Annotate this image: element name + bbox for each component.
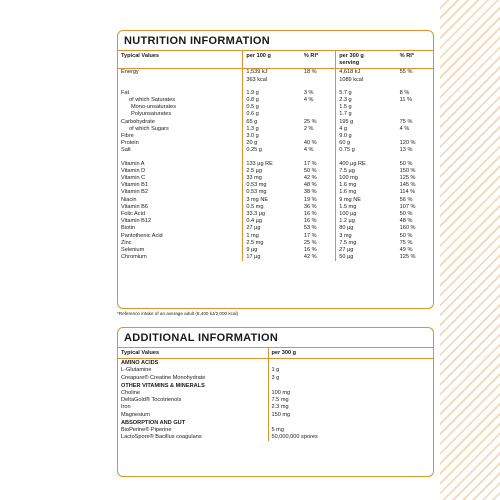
ingredient-row: [118, 397, 433, 404]
ingredient-row: [118, 404, 433, 411]
ri-per-serving: [397, 111, 433, 118]
ri-per-100g: 42 %: [303, 254, 317, 261]
value-per-serving: 400 µg RE: [336, 161, 397, 168]
ri-per-serving: 13 %: [399, 147, 413, 154]
ri-per-serving: 125 %: [399, 175, 416, 182]
ingredient-row: [118, 412, 433, 419]
value-per-serving: 1089 kcal: [336, 77, 397, 84]
nutrient-row: [118, 240, 433, 247]
additional-title: ADDITIONAL INFORMATION: [118, 328, 433, 348]
header-per-300g: per 300 g: [339, 53, 364, 59]
ri-per-serving: [397, 77, 433, 84]
ri-per-100g: 25 %: [303, 118, 317, 125]
ri-per-100g: 48 %: [303, 182, 317, 189]
nutrient-row: [118, 97, 433, 104]
ingredient-row: [118, 390, 433, 397]
value-per-100g: 0.4 µg: [243, 218, 301, 225]
nutrition-panel: [117, 30, 434, 309]
ri-per-serving: 8 %: [399, 89, 410, 96]
value-per-serving: 4,618 kJ: [336, 69, 397, 77]
value-per-serving: 9.0 g: [336, 133, 397, 140]
value-per-100g: 3 mg NE: [243, 197, 301, 204]
ri-per-serving: 125 %: [399, 254, 416, 261]
nutrient-name: of which Saturates: [129, 97, 176, 104]
value-per-serving: 1.2 µg: [336, 218, 397, 225]
nutrition-table: [118, 51, 433, 261]
nutrient-name: Salt: [121, 147, 131, 154]
value-per-100g: 1.9 g: [243, 90, 301, 97]
ri-per-serving: 107 %: [399, 203, 416, 210]
nutrient-name: Vitamin B2: [121, 189, 148, 196]
section-spacer: [268, 382, 433, 390]
nutrient-row: [118, 140, 433, 147]
nutrient-name: Vitamin B12: [121, 218, 152, 225]
ingredient-name: LactoSpore® Bacillus coagulans: [121, 434, 202, 441]
header-per-100g: per 100 g: [243, 51, 301, 69]
nutrient-row: [118, 111, 433, 118]
value-per-100g: 33.3 µg: [243, 211, 301, 218]
ingredient-row: [118, 375, 433, 382]
ingredient-amount: 1 g: [268, 367, 433, 374]
section-heading-row: [118, 359, 433, 368]
nutrient-row: [118, 133, 433, 140]
nutrient-name: Vitamin B6: [121, 203, 148, 210]
section-spacer: [268, 419, 433, 427]
value-per-100g: 1 mg: [243, 233, 301, 240]
value-per-100g: 0.53 mg: [243, 182, 301, 189]
ri-per-100g: 4 %: [303, 97, 314, 104]
ri-per-100g: [301, 77, 336, 84]
nutrient-name: Fibre: [121, 133, 134, 140]
section-heading: ABSORPTION AND GUT: [121, 419, 186, 426]
nutrient-name: Chromium: [121, 254, 147, 261]
nutrient-row: [118, 254, 433, 261]
value-per-serving: 9 mg NE: [336, 197, 397, 204]
nutrient-name: Pantothenic Acid: [121, 232, 163, 239]
ingredient-amount: 5 mg: [268, 427, 433, 434]
ri-per-serving: 114 %: [399, 189, 416, 196]
nutrient-row: [118, 77, 433, 84]
nutrient-row: [118, 126, 433, 133]
ri-per-serving: 75 %: [399, 239, 413, 246]
ri-footnote: *Reference intake of an average adult (8,400 kJ/2,000 kcal): [117, 311, 239, 316]
nutrient-name: Biotin: [121, 225, 135, 232]
header-per-serving: [336, 51, 397, 69]
nutrient-row: [118, 204, 433, 211]
nutrient-row: [118, 211, 433, 218]
section-heading: AMINO ACIDS: [121, 360, 159, 367]
header-ri-1: % RI*: [301, 51, 336, 69]
value-per-serving: 60 g: [336, 140, 397, 147]
value-per-serving: 7.5 mg: [336, 240, 397, 247]
ri-per-serving: 160 %: [399, 225, 416, 232]
header-ri-2: % RI*: [397, 51, 433, 69]
ri-per-serving: 50 %: [399, 211, 413, 218]
value-per-serving: 100 µg: [336, 211, 397, 218]
ri-per-serving: [397, 104, 433, 111]
value-per-serving: 100 mg: [336, 175, 397, 182]
nutrient-name: Zinc: [121, 239, 132, 246]
section-heading: OTHER VITAMINS & MINERALS: [121, 382, 205, 389]
nutrient-row: [118, 168, 433, 175]
ri-per-100g: 38 %: [303, 189, 317, 196]
ri-per-100g: 40 %: [303, 140, 317, 147]
decorative-stripes: [440, 0, 500, 500]
nutrient-row: [118, 189, 433, 196]
nutrient-name: Vitamin B1: [121, 182, 148, 189]
ri-per-100g: 50 %: [303, 167, 317, 174]
ri-per-100g: [301, 104, 336, 111]
additional-header-per-300g: per 300 g: [268, 348, 433, 359]
ri-per-serving: 49 %: [399, 247, 413, 254]
value-per-serving: 1.5 mg: [336, 204, 397, 211]
ingredient-amount: 100 mg: [268, 390, 433, 397]
value-per-100g: 27 µg: [243, 225, 301, 232]
value-per-serving: 27 µg: [336, 247, 397, 254]
value-per-serving: 2.3 g: [336, 97, 397, 104]
section-heading-row: [118, 382, 433, 390]
value-per-100g: 0.25 g: [243, 147, 301, 154]
value-per-100g: 33 mg: [243, 175, 301, 182]
nutrient-name: Energy: [121, 69, 139, 76]
ri-per-100g: 16 %: [303, 211, 317, 218]
nutrient-row: [118, 175, 433, 182]
value-per-serving: 1.5 g: [336, 104, 397, 111]
value-per-serving: 195 g: [336, 119, 397, 126]
nutrient-name: Vitamin D: [121, 167, 146, 174]
nutrient-name: Protein: [121, 140, 139, 147]
nutrient-row: [118, 182, 433, 189]
ri-per-serving: 4 %: [399, 125, 410, 132]
ingredient-amount: 7.5 mg: [268, 397, 433, 404]
ingredient-name: BioPerine® Piperine: [121, 427, 172, 434]
ri-per-100g: 16 %: [303, 247, 317, 254]
nutrient-name: Polyunsaturates: [131, 111, 172, 118]
ri-per-serving: 50 %: [399, 160, 413, 167]
ri-per-serving: 55 %: [399, 69, 413, 76]
value-per-100g: 20 g: [243, 140, 301, 147]
ri-per-100g: 36 %: [303, 203, 317, 210]
ri-per-100g: 2 %: [303, 125, 314, 132]
additional-header-typical: Typical Values: [118, 348, 268, 359]
ri-per-serving: 11 %: [399, 97, 413, 104]
nutrient-row: [118, 225, 433, 232]
ingredient-name: Iron: [121, 404, 131, 411]
nutrient-row: [118, 197, 433, 204]
value-per-100g: 65 g: [243, 119, 301, 126]
section-heading-row: [118, 419, 433, 427]
ri-per-serving: 56 %: [399, 196, 413, 203]
ingredient-name: Creapure® Creatine Monohydrate: [121, 374, 206, 381]
ri-per-100g: [301, 111, 336, 118]
value-per-100g: 363 kcal: [243, 77, 301, 84]
nutrition-title: NUTRITION INFORMATION: [118, 31, 433, 51]
value-per-serving: 4 g: [336, 126, 397, 133]
value-per-serving: 1.7 g: [336, 111, 397, 118]
ingredient-amount: 150 mg: [268, 412, 433, 419]
value-per-100g: 133 µg RE: [243, 161, 301, 168]
ri-per-serving: [397, 133, 433, 140]
section-spacer: [268, 359, 433, 368]
ri-per-serving: 75 %: [399, 118, 413, 125]
value-per-100g: 2.5 µg: [243, 168, 301, 175]
nutrient-name: [118, 77, 243, 84]
ri-per-100g: 25 %: [303, 239, 317, 246]
value-per-serving: 5.7 g: [336, 90, 397, 97]
nutrient-row: [118, 119, 433, 126]
value-per-100g: 0.8 g: [243, 97, 301, 104]
nutrient-name: Niacin: [121, 196, 137, 203]
value-per-serving: 1.6 mg: [336, 182, 397, 189]
ingredient-row: [118, 427, 433, 434]
nutrient-row: [118, 90, 433, 97]
ingredient-amount: 2.3 mg: [268, 404, 433, 411]
ri-per-100g: 53 %: [303, 225, 317, 232]
nutrition-header-row: [118, 51, 433, 69]
nutrient-name: Carbohydrate: [121, 118, 155, 125]
nutrient-name: Mono-unsaturates: [131, 104, 177, 111]
value-per-100g: 0.6 g: [243, 111, 301, 118]
ri-per-100g: 18 %: [303, 69, 317, 76]
ri-per-serving: 120 %: [399, 140, 416, 147]
value-per-100g: 17 µg: [243, 254, 301, 261]
ri-per-100g: 16 %: [303, 218, 317, 225]
value-per-serving: 0.75 g: [336, 147, 397, 154]
value-per-100g: 0.5 mg: [243, 204, 301, 211]
value-per-serving: 80 µg: [336, 225, 397, 232]
nutrient-name: Selenium: [121, 247, 145, 254]
ri-per-100g: 42 %: [303, 175, 317, 182]
value-per-serving: 3 mg: [336, 233, 397, 240]
value-per-100g: 2.5 mg: [243, 240, 301, 247]
ri-per-100g: 3 %: [303, 89, 314, 96]
ingredient-name: Choline: [121, 390, 140, 397]
additional-panel: [117, 327, 434, 477]
ri-per-100g: 17 %: [303, 160, 317, 167]
header-serving: serving: [339, 60, 360, 67]
ri-per-serving: 145 %: [399, 182, 416, 189]
ingredient-row: [118, 434, 433, 441]
value-per-100g: 3.0 g: [243, 133, 301, 140]
ri-per-serving: 150 %: [399, 167, 416, 174]
ingredient-name: L-Glutamine: [121, 367, 152, 374]
nutrient-row: [118, 218, 433, 225]
ri-per-100g: 19 %: [303, 196, 317, 203]
nutrient-row: [118, 247, 433, 254]
nutrient-row: [118, 69, 433, 77]
ri-per-serving: 50 %: [399, 232, 413, 239]
ingredient-amount: 3 g: [268, 375, 433, 382]
header-typical-values: Typical Values: [118, 51, 243, 69]
ri-per-serving: 48 %: [399, 218, 413, 225]
nutrient-name: of which Sugars: [129, 125, 169, 132]
value-per-serving: 7.5 µg: [336, 168, 397, 175]
ri-per-100g: 17 %: [303, 232, 317, 239]
nutrient-row: [118, 233, 433, 240]
nutrient-name: Fat: [121, 89, 130, 96]
additional-table: [118, 348, 433, 441]
ri-per-100g: 4 %: [303, 147, 314, 154]
nutrient-row: [118, 147, 433, 154]
ingredient-name: DeltaGold® Tocotrienols: [121, 397, 182, 404]
value-per-100g: 9 µg: [243, 247, 301, 254]
value-per-100g: 0.5 g: [243, 104, 301, 111]
nutrient-name: Vitamin A: [121, 160, 145, 167]
ri-per-100g: [301, 133, 336, 140]
value-per-serving: 50 µg: [336, 254, 397, 261]
ingredient-amount: 50,000,000 spores: [268, 434, 433, 441]
nutrient-row: [118, 104, 433, 111]
value-per-serving: 1.6 mg: [336, 189, 397, 196]
additional-header-row: [118, 348, 433, 359]
value-per-100g: 1.3 g: [243, 126, 301, 133]
nutrient-row: [118, 161, 433, 168]
value-per-100g: 1,539 kJ: [243, 69, 301, 77]
nutrient-name: Folic Acid: [121, 211, 145, 218]
nutrient-name: Vitamin C: [121, 175, 146, 182]
value-per-100g: 0.53 mg: [243, 189, 301, 196]
ingredient-name: Magnesium: [121, 411, 150, 418]
ingredient-row: [118, 367, 433, 374]
